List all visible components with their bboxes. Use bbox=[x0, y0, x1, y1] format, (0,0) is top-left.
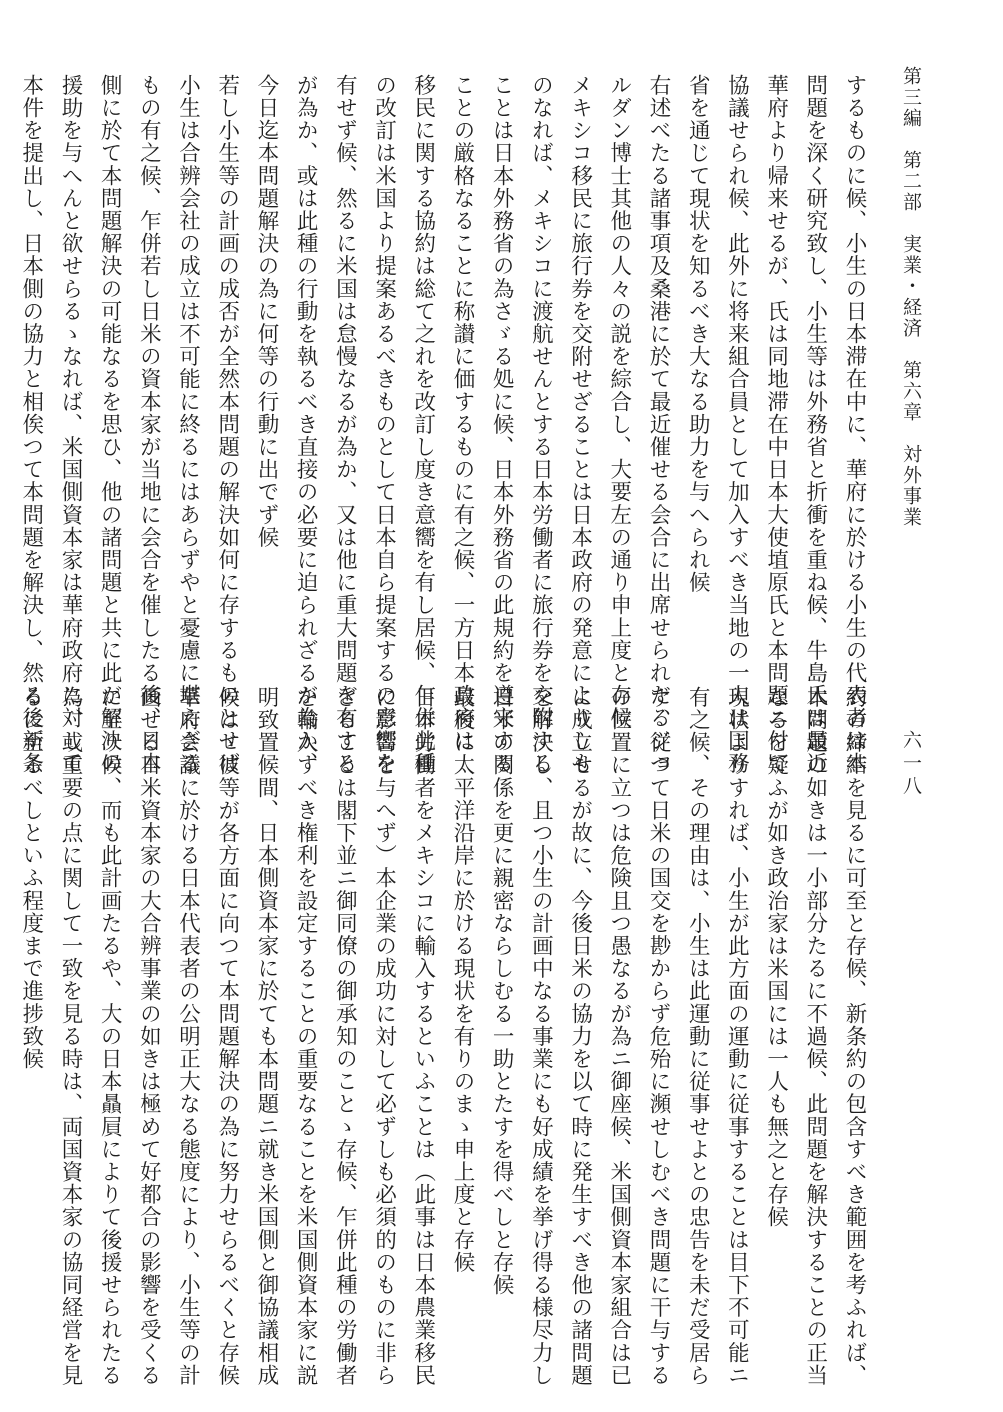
upper-text-block bbox=[18, 74, 874, 775]
text-column: が為か、或は此種の行動を執るべき直接の必要に迫られざるが為か、 bbox=[293, 74, 319, 775]
text-column: 問題を深く研究致し、小生等は外務省と折衝を重ね候、牛島氏は最近 bbox=[802, 74, 828, 775]
text-column: 小生は合辨会社の成立は不可能に終るにはあらずやと憂慮に堪えざる bbox=[175, 74, 201, 775]
text-column: 若し小生等の計画の成否が全然本問題の解決如何に存するものとせば bbox=[214, 74, 240, 775]
text-column: するものに候、小生の日本滞在中に、華府に於ける小生の代表者は本 bbox=[842, 74, 867, 775]
running-header: 第三編 第二部 実業・経済 第六章 対外事業 bbox=[900, 66, 922, 528]
text-column: 華府会議に於ける日本代表者の公明正大なる態度により、小生等の計 bbox=[175, 686, 201, 1387]
text-column: ず、従つて日米の国交を尠からず危殆に瀕せしむべき問題に干与する bbox=[645, 686, 671, 1387]
text-column: 有せず候、然るに米国は怠慢なるが為か、又は他に重大問題を有する bbox=[332, 74, 358, 775]
text-column: 右述べたる諸事項及桑港に於て最近催せる会合に出席せられたるジョ bbox=[645, 74, 671, 775]
text-column: 候はゞ彼等が各方面に向つて本問題解決の為に努力せらるべくと存候 bbox=[214, 686, 240, 1387]
text-column: 今日迄本問題解決の為に何等の行動に出でず候 bbox=[253, 74, 279, 549]
text-column: の改訂は米国より提案あるべきものとして日本自ら提案するの意嚮を bbox=[371, 74, 397, 775]
text-column: のなれば、メキシコに渡航せんとする日本労働者に旅行券を交附する bbox=[528, 74, 554, 775]
text-column: 現状よりすれば、小生が此方面の運動に従事することは目下不可能ニ bbox=[724, 686, 750, 1387]
text-column: 有之候、その理由は、小生は此運動に従事せよとの忠告を未だ受居ら bbox=[685, 686, 711, 1387]
text-column: を輸入すべき権利を設定することの重要なることを米国側資本家に説 bbox=[293, 686, 319, 1387]
text-column: 側に於て本問題解決の可能なるを思ひ、他の諸問題と共に此が解決の bbox=[97, 74, 123, 775]
text-column: るに至るべしといふ程度まで進捗致候 bbox=[18, 686, 44, 1071]
text-column: 省を通じて現状を知るべき大なる助力を与へられ候 bbox=[685, 74, 711, 594]
text-column: 本問題の如きは一小部分たるに不過候、此問題を解決することの正当 bbox=[802, 686, 828, 1387]
text-column: を解決し、且つ小生の計画中なる事業にも好成績を挙げ得る様尽力し bbox=[528, 686, 554, 1387]
text-column: もの有之候、乍併若し日米の資本家が当地に会合を催したる後、日本 bbox=[136, 74, 162, 775]
text-column: ことの厳格なることに称讃に価するものに有之候、一方日本政府は bbox=[449, 74, 475, 752]
text-column: 移民に関する協約は総て之れを改訂し度き意嚮を有し居候、乍併此種 bbox=[410, 74, 436, 775]
page-number: 六一八 bbox=[900, 730, 922, 799]
text-column: メキシコ移民に旅行券を交附せざることは日本政府の発意によりしも bbox=[567, 74, 593, 775]
text-column: なるを疑ふが如き政治家は米国には一人も無之と存候 bbox=[763, 686, 789, 1229]
text-column: 明致置候間、日本側資本家に於ても本問題ニ就き米国側と御協議相成 bbox=[253, 686, 279, 1387]
text-column: 日本労働者をメキシコに輸入するといふことは（此事は日本農業移民 bbox=[410, 686, 436, 1387]
text-column: 協議せられ候、此外に将来組合員として加入すべき当地の一人は国務 bbox=[724, 74, 750, 775]
lower-text-block bbox=[18, 686, 874, 1387]
text-column: の位置に立つは危険且つ愚なるが為ニ御座候、米国側資本家組合は已 bbox=[606, 686, 632, 1387]
text-column: 日米の関係を更に親密ならしむる一助とたすを得べしと存候 bbox=[489, 686, 515, 1297]
text-column: に影響を与へず）本企業の成功に対して必ずしも必須的のものに非ら bbox=[371, 686, 397, 1387]
text-column: 華府より帰来せるが、氏は同地滞在中日本大使埴原氏と本問題ニ付て bbox=[763, 74, 789, 775]
text-column: 画せる日米資本家の大合辨事業の如きは極めて好都合の影響を受くる bbox=[136, 686, 162, 1387]
text-column: 約の締結を見るに可至と存候、新条約の包含すべき範囲を考ふれば、 bbox=[842, 686, 867, 1387]
text-column: 援助を与へんと欲せらるゝなれば、米国側資本家は華府政府に対して bbox=[57, 74, 83, 775]
text-column: 為、或重要の点に関して一致を見る時は、両国資本家の協同経営を見 bbox=[57, 686, 83, 1387]
text-column: ことは日本外務省の為さゞる処に候、日本外務省の此規約を遵守する bbox=[489, 74, 515, 775]
text-column: 本件を提出し、日本側の協力と相俟つて本問題を解決し、然る後新条 bbox=[18, 74, 44, 775]
text-column: 最後に太平洋沿岸に於ける現状を有りのまゝ申上度と存候 bbox=[449, 686, 475, 1274]
text-column: ルダン博士其他の人々の説を綜合し、大要左の通り申上度と存候 bbox=[606, 74, 632, 730]
text-column: に成立せるが故に、今後日米の協力を以て時に発生すべき他の諸問題 bbox=[567, 686, 593, 1387]
text-column: ざることは閣下並ニ御同僚の御承知のことゝ存候、乍併此種の労働者 bbox=[332, 686, 358, 1387]
text-column: に至り候、而も此計画たるや、大の日本贔屓によりて後援せられたる bbox=[97, 686, 123, 1387]
